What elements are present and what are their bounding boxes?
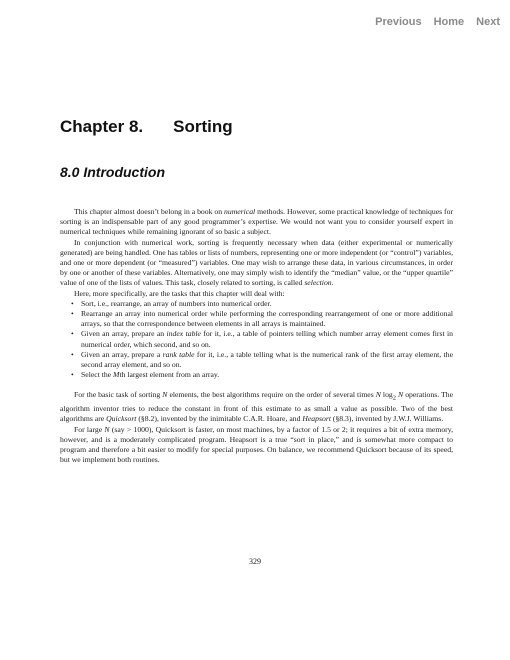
home-link[interactable]: Home (433, 16, 465, 28)
paragraph: This chapter almost doesn’t belong in a book on numerical methods. However, some practical knowledge of techniques for sorting is an indispensable part of any good programmer’s expertise. We would not want you to consider yourself expert in numerical techniques while remaining ignorant of so basic a subject. (60, 207, 454, 237)
paragraph: Here, more specifically, are the tasks that this chapter will deal with: (74, 288, 285, 298)
list-item: • Rearrange an array into numerical order while performing the corresponding rearrangement of one or more additional arrays, so that the correspondence between elements in all arrays is maintained. (81, 309, 453, 329)
paragraph: In conjunction with numerical work, sorting is frequently necessary when data (either experimental or numerically generated) are being handled. One has tables or lists of numbers, representing one or more independent (or “control”) variables, and one or more dependent (or “measured”) variables. One may wish to arrange these data, in various circumstances, in order by one or another of these variables. Alternatively, one may simply wish to identify the “median” value, or the “upper quartile” value of one of the lists of values. This task, closely related to sorting, is called selection. (60, 237, 453, 288)
paragraph: For large N (say > 1000), Quicksort is faster, on most machines, by a factor of 1.5 or 2; it requires a bit of extra memory, however, and is a moderately complicated program. Heapsort is a true “sort in place,” and is somewhat more compact to program and therefore a bit easier to modify for special purposes. On balance, we recommend Quicksort because of its speed, but we implement both routines. (60, 424, 453, 465)
page-number: 329 (249, 557, 261, 566)
list-item: • Select the Mth largest element from an array. (81, 370, 453, 380)
body-text (60, 207, 453, 465)
task-list (60, 299, 453, 381)
list-item: • Sort, i.e., rearrange, an array of numbers into numerical order. (81, 299, 453, 309)
chapter-title: Sorting (173, 117, 233, 136)
page-navigation (375, 16, 500, 28)
list-item: • Given an array, prepare a rank table for it, i.e., a table telling what is the numerical rank of the first array element, the second array element, and so on. (81, 350, 453, 370)
chapter-heading (60, 117, 233, 137)
chapter-number: Chapter 8. (60, 117, 144, 136)
list-item: • Given an array, prepare an index table for it, i.e., a table of pointers telling which number array element comes first in numerical order, which second, and so on. (81, 329, 453, 349)
next-link[interactable]: Next (476, 16, 500, 28)
previous-link[interactable]: Previous (375, 16, 422, 28)
algorithm-paragraphs (60, 390, 453, 465)
section-title: 8.0 Introduction (60, 164, 165, 180)
intro-paragraphs (60, 207, 453, 299)
paragraph: For the basic task of sorting N elements, the best algorithms require on the order of several times N $\log_2 N$ operations. The algorithm inventor tries to reduce the constant in front of this estimate to as small a value as possible. Two of the best algorithms are Quicksort (§8.2), invented by the inimitable C.A.R. Hoare, and Heapsort (§8.3), invented by J.W.J. Williams. (60, 390, 454, 424)
